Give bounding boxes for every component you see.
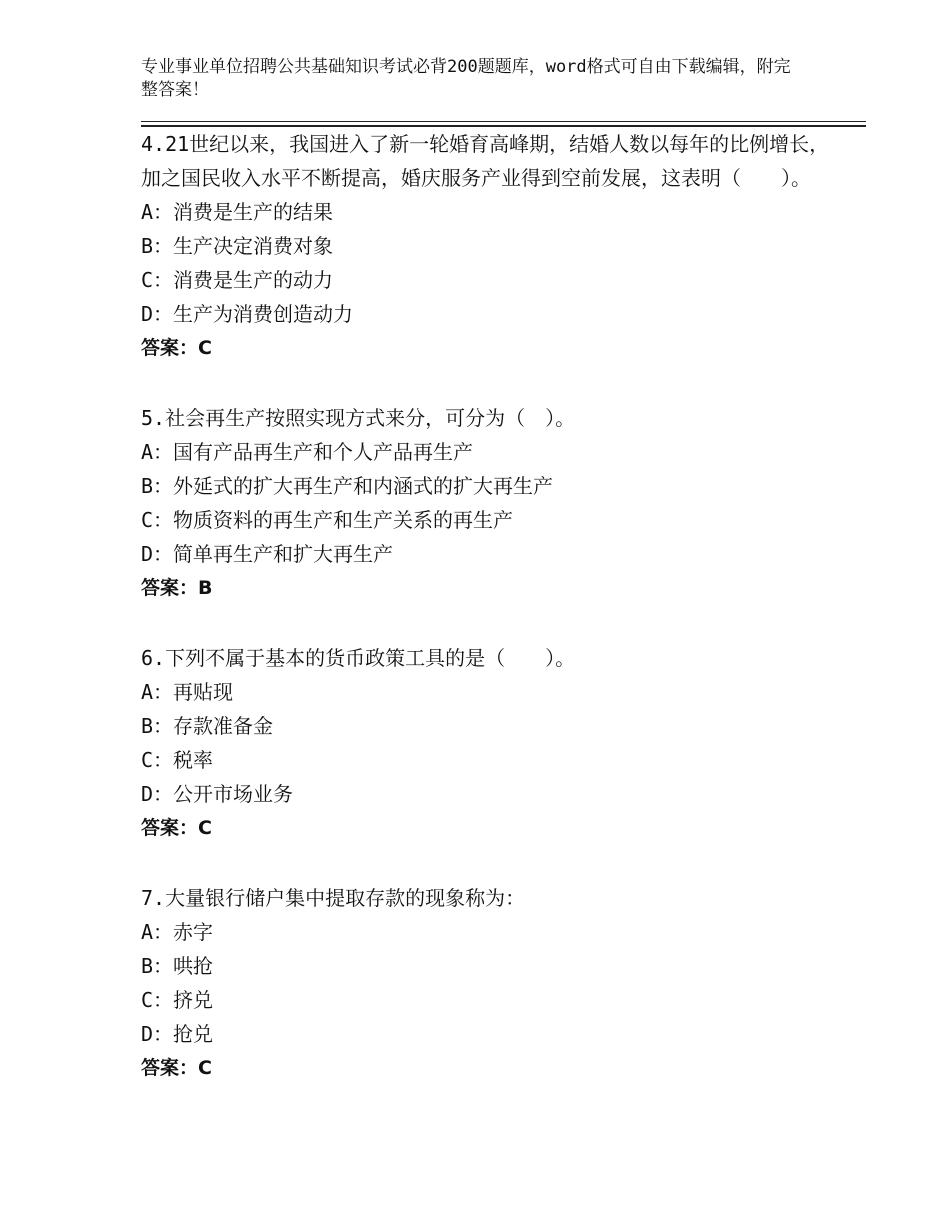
option-a: A：国有产品再生产和个人产品再生产 — [141, 440, 474, 464]
option-a: A：消费是生产的结果 — [141, 200, 334, 224]
question-6 — [141, 641, 841, 845]
option-b: B：存款准备金 — [141, 714, 274, 738]
question-4 — [141, 127, 841, 365]
option-a: A：再贴现 — [141, 680, 234, 704]
option-b: B：哄抢 — [141, 954, 214, 978]
answer-label: 答案：C — [141, 817, 212, 839]
option-c: C：消费是生产的动力 — [141, 268, 334, 292]
option-c: C：税率 — [141, 748, 214, 772]
question-stem: 7.大量银行储户集中提取存款的现象称为： — [141, 886, 526, 910]
option-d: D：抢兑 — [141, 1022, 214, 1046]
answer-label: 答案：C — [141, 1057, 212, 1079]
option-d: D：公开市场业务 — [141, 782, 294, 806]
answer-label: 答案：B — [141, 577, 213, 599]
page-header: 专业事业单位招聘公共基础知识考试必背200题题库，word格式可自由下载编辑，附完整答案！ — [141, 57, 791, 100]
answer-label: 答案：C — [141, 337, 212, 359]
option-b: B：生产决定消费对象 — [141, 234, 334, 258]
question-stem: 5.社会再生产按照实现方式来分，可分为（ ）。 — [141, 406, 576, 430]
option-c: C：挤兑 — [141, 988, 214, 1012]
header-divider — [141, 121, 866, 122]
question-7 — [141, 881, 841, 1085]
question-stem: 6.下列不属于基本的货币政策工具的是（ ）。 — [141, 646, 576, 670]
question-5 — [141, 401, 841, 605]
option-b: B：外延式的扩大再生产和内涵式的扩大再生产 — [141, 474, 554, 498]
option-a: A：赤字 — [141, 920, 214, 944]
option-c: C：物质资料的再生产和生产关系的再生产 — [141, 508, 514, 532]
option-d: D：简单再生产和扩大再生产 — [141, 542, 394, 566]
question-list — [141, 127, 841, 1121]
option-d: D：生产为消费创造动力 — [141, 302, 354, 326]
question-stem: 4.21世纪以来，我国进入了新一轮婚育高峰期，结婚人数以每年的比例增长，加之国民收入水平不断提高，婚庆服务产业得到空前发展，这表明（ ）。 — [141, 132, 830, 190]
